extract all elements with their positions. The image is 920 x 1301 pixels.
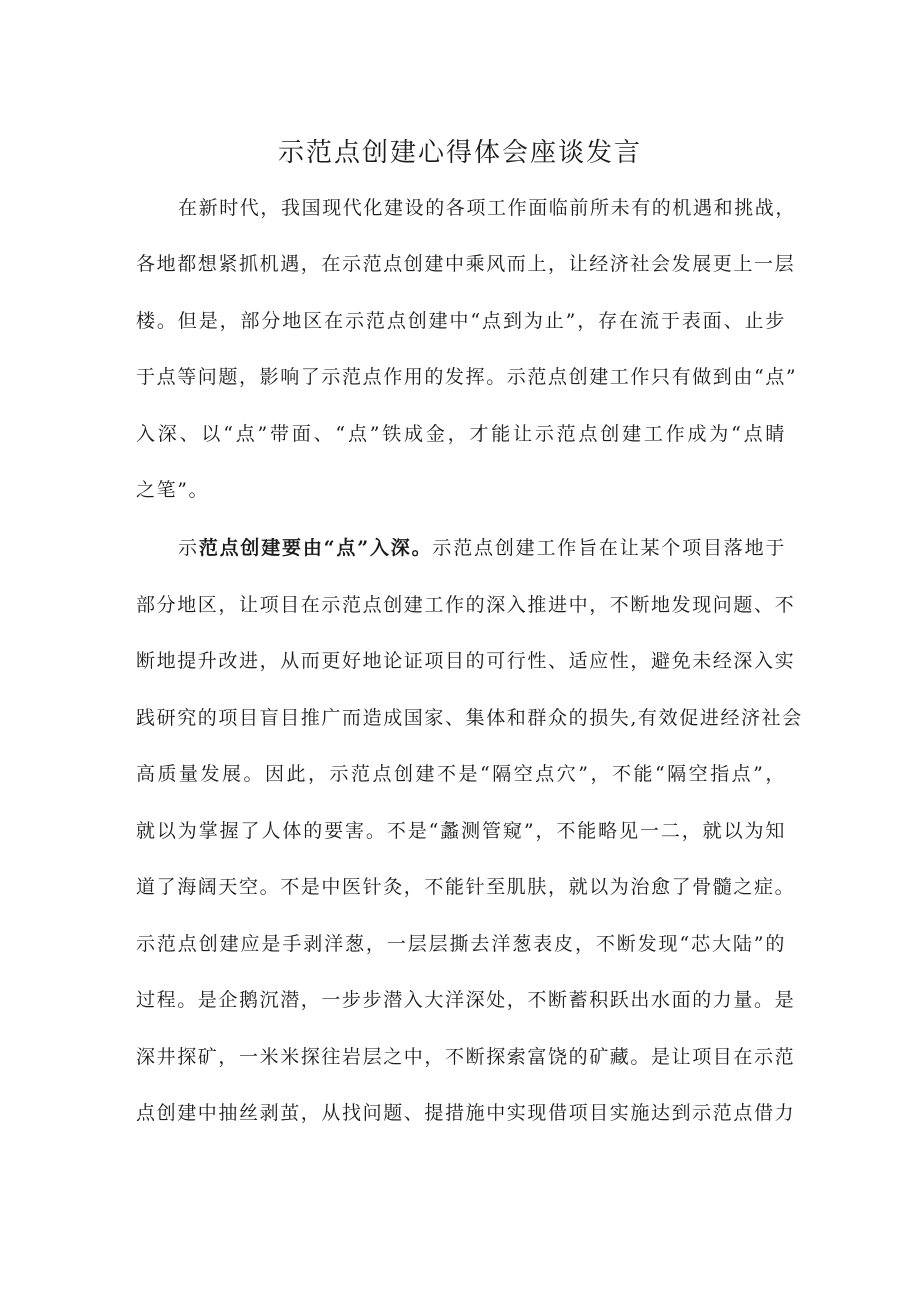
paragraph-2-line-2: 部分地区，让项目在示范点创建工作的深入推进中，不断地发现问题、不: [136, 594, 796, 616]
paragraph-1-line-2: 各地都想紧抓机遇，在示范点创建中乘风而上，让经济社会发展更上一层: [136, 253, 796, 275]
paragraph-2-line-6: 就以为掌握了人体的要害。不是“蠡测管窥”，不能略见一二，就以为知: [136, 820, 786, 842]
paragraph-2-line-4: 践研究的项目盲目推广而造成国家、集体和群众的损失,有效促进经济社会: [136, 707, 803, 729]
paragraph-2-line-11: 点创建中抽丝剥茧，从找问题、提措施中实现借项目实施达到示范点借力: [136, 1102, 796, 1124]
paragraph-2-line-5: 高质量发展。因此，示范点创建不是“隔空点穴”，不能“隔空指点”，: [136, 763, 786, 785]
paragraph-2-lead-text: 示范点创建工作旨在让某个项目落地于: [432, 537, 786, 559]
paragraph-1-line-1: 在新时代，我国现代化建设的各项工作面临前所未有的机遇和挑战，: [178, 197, 797, 219]
document-title: 示范点创建心得体会座谈发言: [277, 138, 642, 168]
paragraph-1-line-5: 入深、以“点”带面、“点”铁成金，才能让示范点创建工作成为“点睛: [136, 423, 786, 445]
paragraph-2-heading: 范点创建要由“点”入深。: [198, 537, 433, 559]
paragraph-2-line-10: 深井探矿，一米米探往岩层之中，不断探索富饶的矿藏。是让项目在示范: [136, 1046, 796, 1068]
paragraph-2-line-1: [178, 530, 786, 566]
paragraph-2-line-3: 断地提升改进，从而更好地论证项目的可行性、适应性，避免未经深入实: [136, 650, 796, 672]
paragraph-2-line-9: 过程。是企鹅沉潜，一步步潜入大洋深处，不断蓄积跃出水面的力量。是: [136, 989, 796, 1011]
paragraph-2-line-8: 示范点创建应是手剥洋葱，一层层撕去洋葱表皮，不断发现“芯大陆”的: [136, 933, 786, 955]
paragraph-2-prefix: 示: [178, 537, 199, 559]
paragraph-1-line-4: 于点等问题，影响了示范点作用的发挥。示范点创建工作只有做到由“点”: [136, 366, 798, 388]
paragraph-1-line-6: 之笔”。: [136, 479, 210, 501]
paragraph-2-line-7: 道了海阔天空。不是中医针灸，不能针至肌肤，就以为治愈了骨髓之症。: [136, 876, 796, 898]
paragraph-1-line-3: 楼。但是，部分地区在示范点创建中“点到为止”，存在流于表面、止步: [136, 310, 786, 332]
